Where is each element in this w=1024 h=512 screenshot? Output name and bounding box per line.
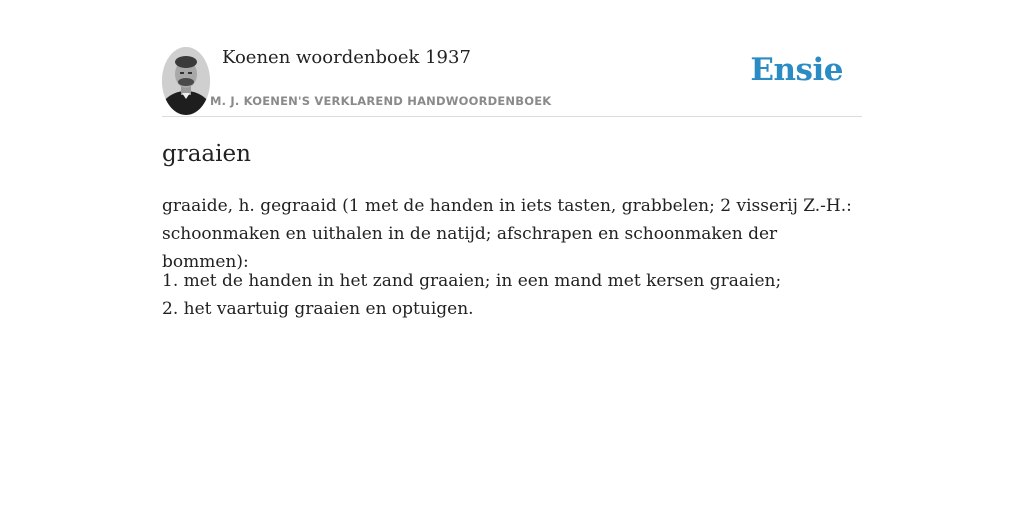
author-portrait xyxy=(162,47,210,115)
entry-headword: graaien xyxy=(162,141,251,167)
dictionary-header xyxy=(162,0,862,117)
entry-definition xyxy=(162,192,862,276)
example-item: 2. het vaartuig graaien en optuigen. xyxy=(162,299,474,319)
example-item: 1. met de handen in het zand graaien; in een mand met kersen graaien; xyxy=(162,271,782,291)
definition-line: graaide, h. gegraaid (1 met de handen in iets tasten, grabbelen; 2 visserij Z.-H.: xyxy=(162,196,852,216)
dictionary-title[interactable]: Koenen woordenboek 1937 xyxy=(222,47,471,68)
entry-examples xyxy=(162,267,862,323)
definition-line: schoonmaken en uithalen in de natijd; afschrapen en schoonmaken der bommen): xyxy=(162,224,778,272)
dictionary-subtitle: M. J. KOENEN'S VERKLAREND HANDWOORDENBOEK xyxy=(210,94,552,108)
ensie-logo[interactable]: Ensie xyxy=(750,52,843,88)
page-content xyxy=(162,0,862,319)
